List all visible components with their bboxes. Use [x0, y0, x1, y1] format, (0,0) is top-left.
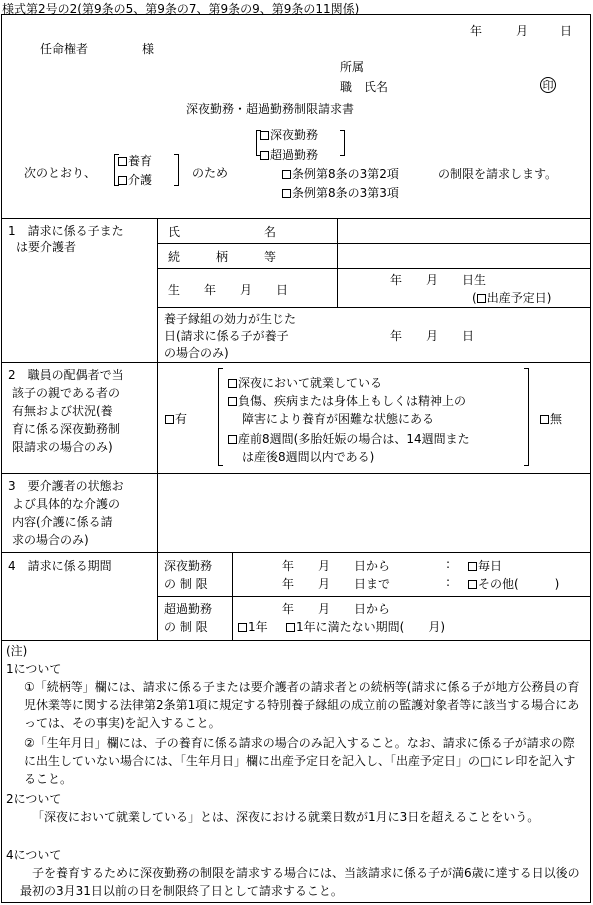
appointer-label: 任命権者 — [40, 42, 89, 56]
spouse-opt3-option[interactable] — [228, 430, 470, 447]
spouse-opt1-label: 深夜において就業している — [238, 376, 383, 390]
expected-date-checkbox[interactable] — [477, 294, 486, 303]
birth-label: 生 年 月 日 — [168, 283, 289, 297]
other-label: その他( ) — [478, 577, 560, 591]
clause-2-label: 条例第8条の3第3項 — [292, 186, 399, 200]
spouse-opt3-label: は産後8週間以内である) — [242, 450, 375, 464]
position-name-label: 職 氏名 — [340, 80, 389, 94]
less-year-label: 1年に満たない期間( 月) — [296, 620, 445, 634]
name-field[interactable] — [338, 219, 590, 243]
section4-label: 4 請求に係る期間 — [8, 559, 112, 573]
colon-separator: : — [446, 575, 451, 589]
spouse-opt3-checkbox[interactable] — [228, 435, 237, 444]
section1-label: 1 請求に係る子また — [8, 224, 124, 238]
spouse-opt1-option[interactable] — [228, 374, 382, 391]
type-night-option[interactable] — [260, 126, 318, 143]
clause-2-checkbox[interactable] — [282, 189, 291, 198]
spouse-opt2-option[interactable] — [228, 392, 466, 409]
rule-line — [1, 640, 591, 641]
less-year-checkbox[interactable] — [286, 623, 295, 632]
note2-body: 「深夜において就業している」とは、深夜における就業日数が1月に3日を超えることをいう。 — [32, 810, 540, 824]
spouse-has-checkbox[interactable] — [165, 415, 174, 424]
type-overtime-label: 超過勤務 — [270, 148, 319, 162]
affiliation-label: 所属 — [340, 60, 365, 74]
birth-date-field[interactable]: 年 月 日生 — [390, 273, 487, 287]
seal-mark: 印 — [540, 77, 556, 93]
relation-label: 続 柄 等 — [168, 250, 277, 264]
rule-line — [157, 218, 158, 640]
spouse-opt2-label: 障害により養育が困難な状態にある — [242, 412, 435, 426]
clause-1-label: 条例第8条の3第2項 — [292, 167, 399, 181]
section2-label: 2 職員の配偶者で当 — [8, 368, 124, 382]
spouse-bracket-left — [218, 368, 223, 466]
reason-childcare-label: 養育 — [128, 154, 153, 168]
type-night-label: 深夜勤務 — [270, 128, 319, 142]
section3-label: 3 要介護者の状態お — [8, 479, 124, 493]
document-title: 深夜勤務・超過勤務制限請求書 — [186, 102, 355, 116]
spouse-opt3-label: 産前8週間(多胎妊娠の場合は、14週間また — [238, 432, 470, 446]
reason-care-label: 介護 — [128, 173, 153, 187]
care-detail-field[interactable] — [158, 474, 590, 552]
adoption-date-field[interactable]: 年 月 日 — [390, 329, 475, 343]
night-limit-label: 深夜勤務 — [164, 559, 213, 573]
overtime-limit-label: 超過勤務 — [164, 602, 213, 616]
type-overtime-option[interactable] — [260, 146, 318, 163]
adoption-label: 日(請求に係る子が養子 — [164, 329, 289, 343]
type-night-checkbox[interactable] — [260, 131, 269, 140]
note2-head: 2について — [6, 792, 62, 806]
clause-2-option[interactable] — [282, 184, 399, 201]
rule-line — [1, 362, 591, 363]
rule-line — [157, 307, 591, 308]
clause-1-checkbox[interactable] — [282, 170, 291, 179]
daily-option[interactable] — [468, 557, 502, 574]
date-year-label: 年 — [470, 24, 483, 38]
rule-line — [157, 596, 591, 597]
section3-label: 内容(介護に係る請 — [12, 515, 113, 529]
less-year-option[interactable] — [286, 618, 445, 635]
note1-item1: ①「続柄等」欄には、請求に係る子または要介護者の請求者との続柄等(請求に係る子が地方公務員の育児休業等に関する法律第2条第1項に規定する特別養子縁組の成立前の監護対象者等に該当する場合にあっては、その事実)を記入すること。 — [24, 680, 580, 730]
daily-label: 毎日 — [478, 559, 503, 573]
expected-date-option[interactable]: ( 出産予定日) — [472, 291, 552, 305]
reason-care-checkbox[interactable] — [118, 176, 127, 185]
section3-label: よび具体的な介護の — [12, 497, 121, 511]
clause-1-option[interactable] — [282, 165, 399, 182]
form-number-label: 様式第2号の2(第9条の5、第9条の7、第9条の9、第9条の11関係) — [2, 2, 360, 16]
spouse-none-checkbox[interactable] — [540, 415, 549, 424]
reason-childcare-checkbox[interactable] — [118, 157, 127, 166]
other-option[interactable] — [468, 575, 559, 592]
spouse-opt2-checkbox[interactable] — [228, 397, 237, 406]
section2-label: 該子の親である者の — [12, 386, 121, 400]
date-day-label: 日 — [560, 24, 573, 38]
adoption-label: 養子縁組の効力が生じた — [164, 312, 297, 326]
spouse-none-option[interactable] — [540, 410, 562, 427]
section1-label: は要介護者 — [16, 240, 77, 254]
spouse-none-label: 無 — [550, 412, 563, 426]
one-year-checkbox[interactable] — [238, 623, 247, 632]
overtime-from-date-field[interactable]: 年 月 日から — [282, 602, 391, 616]
note1-head: 1について — [6, 662, 62, 676]
overtime-limit-label: の 制 限 — [164, 620, 208, 634]
colon-separator: : — [446, 557, 451, 571]
notes-head: (注) — [6, 644, 28, 658]
relation-field[interactable] — [338, 244, 590, 268]
spouse-opt2-label: 負傷、疾病または身体上もしくは精神上の — [238, 394, 467, 408]
section2-label: 限請求の場合のみ) — [12, 440, 113, 454]
rule-line — [1, 552, 591, 553]
lead-text: 次のとおり、 — [24, 166, 97, 180]
reason-bracket-right — [174, 154, 179, 186]
one-year-option[interactable] — [238, 618, 268, 635]
rule-line — [232, 552, 233, 640]
one-year-label: 1年 — [248, 620, 268, 634]
name-label: 氏 名 — [168, 225, 277, 239]
reason-childcare-option[interactable] — [118, 152, 152, 169]
other-checkbox[interactable] — [468, 580, 477, 589]
night-to-date-field[interactable]: 年 月 日まで — [282, 577, 391, 591]
expected-date-label: 出産予定日 — [486, 291, 547, 305]
date-month-label: 月 — [516, 24, 529, 38]
note4-head: 4について — [6, 848, 62, 862]
request-text: の制限を請求します。 — [438, 167, 558, 181]
daily-checkbox[interactable] — [468, 562, 477, 571]
spouse-opt1-checkbox[interactable] — [228, 379, 237, 388]
spouse-bracket-right — [524, 368, 529, 466]
spouse-has-label: 有 — [175, 412, 188, 426]
honorific-label: 様 — [142, 42, 155, 56]
type-bracket-right — [340, 130, 345, 156]
section2-label: 育に係る深夜勤務制 — [12, 422, 121, 436]
note1-item2: ②「生年月日」欄には、子の養育に係る請求の場合のみ記入すること。なお、請求に係る子が請求の際に出生していない場合には、「生年月日」欄に出産予定日を記入し、「出産予定日」の□にレ印を記入すること。 — [24, 736, 576, 786]
section2-label: 有無および状況(養 — [12, 404, 113, 418]
spouse-has-option[interactable] — [165, 410, 187, 427]
night-limit-label: の 制 限 — [164, 577, 208, 591]
for-text: のため — [192, 166, 229, 180]
reason-care-option[interactable] — [118, 171, 152, 188]
night-from-date-field[interactable]: 年 月 日から — [282, 559, 391, 573]
section3-label: 求の場合のみ) — [12, 533, 89, 547]
rule-line — [157, 268, 591, 269]
note4-body: 子を養育するために深夜勤務の制限を請求する場合には、当該請求に係る子が満6歳に達する日以後の最初の3月31日以前の日を制限終了日として請求すること。 — [20, 866, 580, 898]
adoption-label: の場合のみ) — [164, 346, 229, 360]
type-overtime-checkbox[interactable] — [260, 151, 269, 160]
